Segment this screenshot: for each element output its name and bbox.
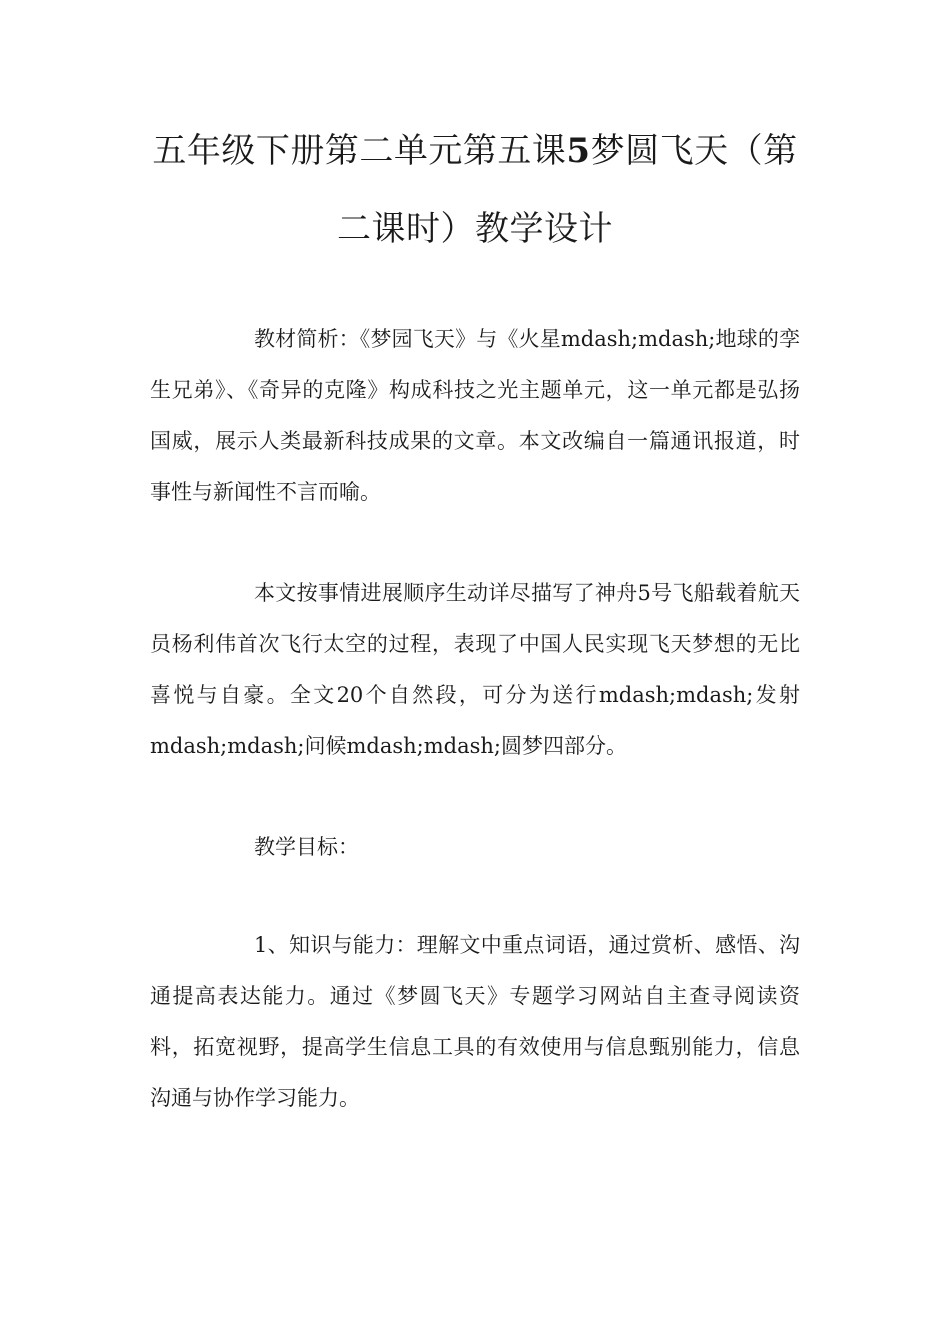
paragraph-text-overview: 本文按事情进展顺序生动详尽描写了神舟5号飞船载着航天员杨利伟首次飞行太空的过程，表现了中国人民实现飞天梦想的无比喜悦与自豪。全文20个自然段，可分为送行mdash;mdash;发射mdash;mdash;问候mdash;mdash;圆梦四部分。 <box>150 581 800 758</box>
paragraph-material-analysis: 教材简析：《梦园飞天》与《火星mdash;mdash;地球的孪生兄弟》、《奇异的克隆》构成科技之光主题单元，这一单元都是弘扬国威，展示人类最新科技成果的文章。本文改编自一篇通讯报道，时事性与新闻性不言而喻。 <box>150 327 800 504</box>
document-title: 五年级下册第二单元第五课5梦圆飞天（第二课时）教学设计 <box>152 131 798 249</box>
paragraph-goal-knowledge-ability: 1、知识与能力：理解文中重点词语，通过赏析、感悟、沟通提高表达能力。通过《梦圆飞天》专题学习网站自主查寻阅读资料，拓宽视野，提高学生信息工具的有效使用与信息甄别能力，信息沟通与协作学习能力。 <box>150 933 800 1110</box>
paragraph-teaching-goals-heading: 教学目标： <box>254 835 359 859</box>
